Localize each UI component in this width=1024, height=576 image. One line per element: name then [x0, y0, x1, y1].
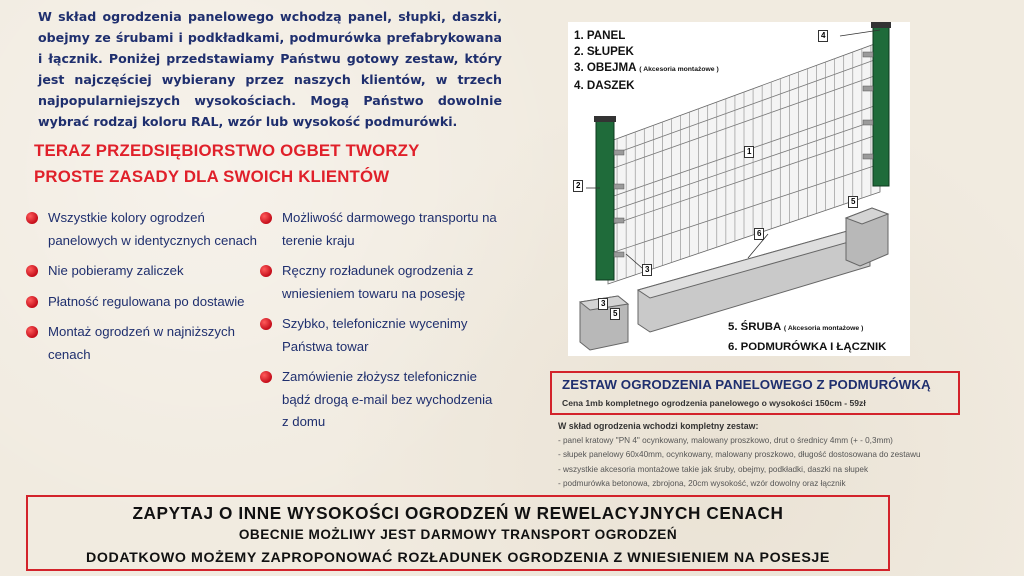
bullet-text: Ręczny rozładunek ogrodzenia z wniesieniem towaru na posesję	[282, 263, 474, 301]
set-details	[558, 419, 978, 492]
list-item	[26, 321, 266, 366]
list-item	[260, 260, 500, 305]
details-item: - słupek panelowy 60x40mm, ocynkowany, malowany proszkowo, długość dostosowana do zestawu	[558, 450, 921, 459]
fence-diagram	[568, 22, 910, 356]
list-item	[26, 291, 266, 314]
offer-box	[550, 371, 960, 415]
bullet-dot-icon	[26, 212, 38, 224]
callout-4: 4	[818, 30, 828, 42]
callout-5b: 5	[610, 308, 620, 320]
bullet-list-right	[260, 207, 500, 442]
bullet-dot-icon	[260, 318, 272, 330]
details-item: - panel kratowy "PN 4" ocynkowany, malowany proszkowo, drut o średnicy 4mm (+ - 0,3mm)	[558, 435, 893, 445]
part-panel: 1. PANEL	[574, 29, 626, 42]
bullet-dot-icon	[26, 296, 38, 308]
bullet-dot-icon	[26, 265, 38, 277]
callout-1: 1	[744, 146, 754, 158]
sruba-note: ( Akcesoria montażowe )	[783, 325, 864, 332]
callout-3b: 3	[598, 298, 608, 310]
callout-2: 2	[573, 180, 583, 192]
callout-5a: 5	[848, 196, 858, 208]
cta-line-2: OBECNIE MOŻLIWY JEST DARMOWY TRANSPORT OGRODZEŃ	[238, 527, 678, 542]
bullet-text: Zamówienie złożysz telefonicznie bądź drogą e-mail bez wychodzenia z domu	[282, 369, 493, 429]
part-obejma: 3. OBEJMA ( Akcesoria montażowe )	[574, 61, 719, 74]
details-title: W skład ogrodzenia wchodzi kompletny zestaw:	[558, 421, 759, 431]
bullet-dot-icon	[26, 326, 38, 338]
intro-paragraph: W skład ogrodzenia panelowego wchodzą panel, słupki, daszki, obejmy ze śrubami i podkładkami, podmurówka prefabrykowana i łącznik. Poniżej przedstawiamy Państwu gotowy zestaw, który jest najczęściej wybierany przez naszych klientów, w trzech najpopularniejszych wysokościach. Mogą Państwo dowolnie wybrać rodzaj koloru RAL, wzór lub wysokość podmurówki.	[38, 9, 502, 129]
offer-price: Cena 1mb kompletnego ogrodzenia panelowego o wysokości 150cm - 59zł	[562, 398, 866, 408]
callout-3a: 3	[642, 264, 652, 276]
headline	[34, 138, 514, 190]
bullet-text: Szybko, telefonicznie wycenimy Państwa towar	[282, 316, 468, 354]
headline-line-1: TERAZ PRZEDSIĘBIORSTWO OGBET TWORZY	[34, 141, 420, 160]
bullet-text: Wszystkie kolory ogrodzeń panelowych w identycznych cenach	[48, 210, 257, 248]
list-item	[26, 207, 266, 252]
list-item	[26, 260, 266, 283]
cta-box	[26, 495, 890, 571]
headline-line-2: PROSTE ZASADY DLA SWOICH KLIENTÓW	[34, 167, 390, 186]
parts-list-bottom	[728, 318, 886, 357]
parts-list-top	[574, 28, 719, 94]
offer-title: ZESTAW OGRODZENIA PANELOWEGO Z PODMURÓWKĄ	[562, 377, 931, 392]
bullet-text: Montaż ogrodzeń w najniższych cenach	[48, 324, 235, 362]
list-item	[260, 313, 500, 358]
part-daszek: 4. DASZEK	[574, 79, 635, 92]
obejma-note: ( Akcesoria montażowe )	[639, 66, 719, 73]
bullet-text: Nie pobieramy zaliczek	[48, 263, 184, 278]
cta-line-3: DODATKOWO MOŻEMY ZAPROPONOWAĆ ROZŁADUNEK OGRODZENIA Z WNIESIENIEM NA POSESJE	[86, 550, 830, 566]
bullet-text: Płatność regulowana po dostawie	[48, 293, 245, 309]
bullet-dot-icon	[260, 265, 272, 277]
list-item	[260, 207, 500, 252]
bullet-list-left	[26, 207, 266, 374]
part-slupek: 2. SŁUPEK	[574, 45, 634, 58]
part-sruba: 5. ŚRUBA ( Akcesoria montażowe )	[728, 321, 864, 333]
cta-line-1: ZAPYTAJ O INNE WYSOKOŚCI OGRODZEŃ W REWELACYJNYCH CENACH	[132, 503, 784, 523]
details-item: - podmurówka betonowa, zbrojona, 20cm wysokość, wzór dowolny oraz łącznik	[558, 479, 846, 488]
list-item	[260, 366, 500, 434]
details-item: - wszystkie akcesoria montażowe takie jak śruby, obejmy, podkładki, daszki na słupek	[558, 464, 869, 474]
part-podmurowka: 6. PODMURÓWKA I ŁĄCZNIK	[728, 341, 887, 353]
bullet-text: Możliwość darmowego transportu na terenie kraju	[282, 210, 497, 248]
bullet-dot-icon	[260, 371, 272, 383]
bullet-dot-icon	[260, 212, 272, 224]
callout-6: 6	[754, 228, 764, 240]
